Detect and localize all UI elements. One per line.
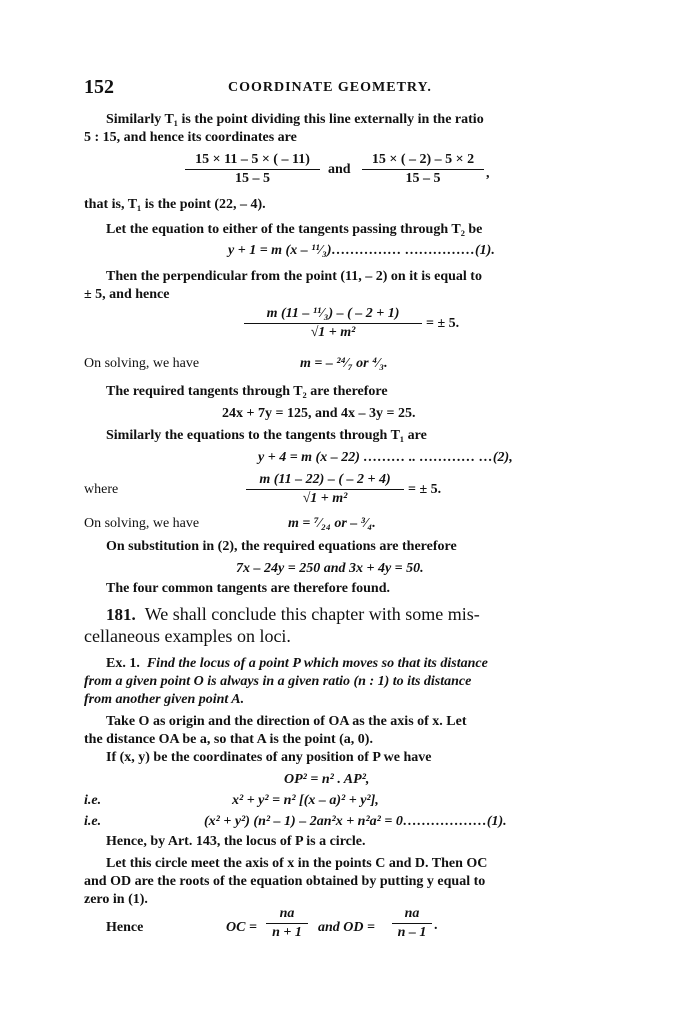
fraction [185,152,320,187]
fraction-denominator: √1 + m² [302,491,348,506]
fraction-denominator: n + 1 [272,925,302,940]
text-line: Let the equation to either of the tangents passing through T₂ be [106,222,483,237]
fraction [392,906,432,941]
text-line: Take O as origin and the direction of OA as the axis of x. Let [106,714,467,729]
example-text: from another given point A. [84,692,245,707]
example-line [106,656,488,672]
text-line: that is, T₁ is the point (22, – 4). [84,197,266,212]
text-line: cellaneous examples on loci. [84,626,291,646]
text-line: On solving, we have [84,356,200,371]
fraction [266,906,308,941]
page-number: 152 [84,76,114,98]
text-punct: . [434,918,438,933]
fraction [362,152,484,187]
equation: m = – ²⁴⁄₇ or ⁴⁄₃. [300,356,388,371]
article-number: 181. [106,605,136,624]
fraction-denominator: 15 – 5 [405,171,441,186]
equation: y + 4 = m (x – 22) ……… .. ………… …(2), [258,450,513,465]
text-line: the distance OA be a, so that A is the point (a, 0). [84,732,373,747]
text-word: i.e. [84,814,102,829]
fraction-numerator: m (11 – ¹¹⁄₃) – ( – 2 + 1) [244,306,422,324]
fraction-denominator: 15 – 5 [235,171,270,186]
text-line: Similarly T₁ is the point dividing this line externally in the ratio [106,112,484,127]
text-word: and [328,162,351,177]
equation-rhs: = ± 5. [426,316,460,331]
text-line: If (x, y) be the coordinates of any position of P we have [106,750,432,765]
equation: x² + y² = n² [(x – a)² + y²], [232,793,379,808]
text-line: Then the perpendicular from the point (11, – 2) on it is equal to [106,269,482,284]
running-title: COORDINATE GEOMETRY. [228,80,432,95]
fraction-numerator: 15 × 11 – 5 × ( – 11) [185,152,320,170]
equation: OC = [226,920,257,935]
text-punct: , [486,166,490,181]
equation: 24x + 7y = 125, and 4x – 3y = 25. [222,406,416,421]
text-line: and OD are the roots of the equation obtained by putting y equal to [84,874,486,889]
article-text: We shall conclude this chapter with some mis- [144,604,480,624]
text-line: The four common tangents are therefore found. [106,581,390,596]
example-text: from a given point O is always in a given ratio (n : 1) to its distance [84,674,472,689]
text-line: On solving, we have [84,516,200,531]
text-line: zero in (1). [84,892,148,907]
fraction-numerator: na [266,906,308,924]
equation: m = ⁷⁄₂₄ or – ³⁄₄. [288,516,376,531]
text-line: ± 5, and hence [84,287,170,302]
text-line: On substitution in (2), the required equations are therefore [106,539,457,554]
text-line: 5 : 15, and hence its coordinates are [84,130,297,145]
equation: (x² + y²) (n² – 1) – 2an²x + n²a² = 0………………(1). [204,814,507,829]
fraction-numerator: m (11 – 22) – ( – 2 + 4) [246,472,404,490]
text-line: Similarly the equations to the tangents through T₁ are [106,428,427,443]
fraction-numerator: 15 × ( – 2) – 5 × 2 [362,152,484,170]
fraction-numerator: na [392,906,432,924]
equation: OP² = n² . AP², [284,772,370,787]
text-word: Hence [106,920,144,935]
equation: y + 1 = m (x – ¹¹⁄₃)…………… ……………(1). [228,243,495,258]
article-heading [106,606,480,623]
example-label: Ex. 1. [106,656,140,671]
text-word: i.e. [84,793,102,808]
text-line: The required tangents through T₂ are therefore [106,384,388,399]
text-line: Let this circle meet the axis of x in the points C and D. Then OC [106,856,488,871]
equation: and OD = [318,920,375,935]
equation: 7x – 24y = 250 and 3x + 4y = 50. [236,561,424,576]
text-line: Hence, by Art. 143, the locus of P is a circle. [106,834,366,849]
fraction-denominator: √1 + m² [310,325,356,340]
fraction [244,306,422,341]
text-word: where [84,482,119,497]
example-text: Find the locus of a point P which moves so that its distance [146,656,488,671]
equation-rhs: = ± 5. [408,482,442,497]
fraction-denominator: n – 1 [397,925,427,940]
fraction [246,472,404,507]
